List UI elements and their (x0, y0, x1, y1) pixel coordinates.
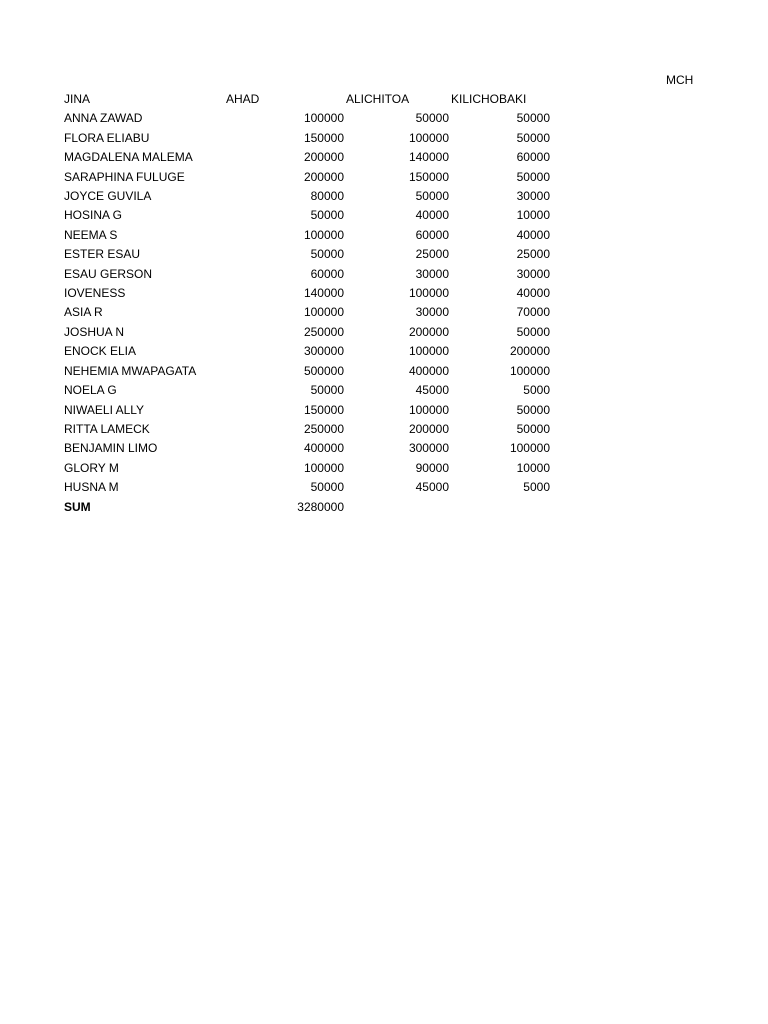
table-row (64, 342, 550, 361)
cell-name: JOSHUA N (64, 324, 125, 339)
cell-name: HUSNA M (64, 480, 119, 495)
cell-kilichobaki: 100000 (509, 363, 550, 378)
cell-alichitoa: 90000 (415, 460, 449, 475)
table-row (64, 109, 550, 128)
cell-alichitoa: 50000 (415, 189, 449, 204)
cell-ahad: 150000 (303, 130, 344, 145)
cell-name: SARAPHINA FULUGE (64, 169, 185, 184)
cell-ahad: 150000 (303, 402, 344, 417)
cell-alichitoa: 40000 (415, 208, 449, 223)
table-row (64, 168, 550, 187)
cell-name: HOSINA G (64, 208, 123, 223)
cell-ahad: 100000 (303, 305, 344, 320)
cell-ahad: 300000 (303, 344, 344, 359)
table-row (64, 362, 550, 381)
cell-alichitoa: 150000 (408, 169, 449, 184)
cell-ahad: 50000 (310, 208, 344, 223)
cell-alichitoa: 200000 (408, 324, 449, 339)
cell-alichitoa: 140000 (408, 150, 449, 165)
cell-ahad: 100000 (303, 111, 344, 126)
table-row (64, 245, 550, 264)
cell-kilichobaki: 50000 (516, 169, 550, 184)
cell-name: FLORA ELIABU (64, 130, 150, 145)
cell-alichitoa: 100000 (408, 130, 449, 145)
cell-kilichobaki: 5000 (523, 480, 550, 495)
cell-name: ESTER ESAU (64, 247, 141, 262)
truncated-corner-label: MCH (666, 73, 694, 87)
cell-ahad: 50000 (310, 383, 344, 398)
header-alichitoa: ALICHITOA (346, 92, 410, 106)
cell-name: NOELA G (64, 383, 117, 398)
table-row (64, 401, 550, 420)
cell-ahad: 200000 (303, 169, 344, 184)
table-row (64, 129, 550, 148)
table-row (64, 284, 550, 303)
cell-alichitoa: 200000 (408, 421, 449, 436)
cell-name: IOVENESS (64, 286, 126, 301)
cell-kilichobaki: 200000 (509, 344, 550, 359)
table-row (64, 478, 550, 497)
cell-ahad: 500000 (303, 363, 344, 378)
cell-kilichobaki: 50000 (516, 402, 550, 417)
cell-kilichobaki: 5000 (523, 383, 550, 398)
cell-ahad: 80000 (310, 189, 344, 204)
cell-alichitoa: 30000 (415, 266, 449, 281)
cell-kilichobaki: 40000 (516, 227, 550, 242)
header-ahad: AHAD (226, 92, 260, 106)
cell-ahad: 200000 (303, 150, 344, 165)
cell-kilichobaki: 60000 (516, 150, 550, 165)
cell-kilichobaki: 50000 (516, 130, 550, 145)
cell-name: JOYCE GUVILA (64, 189, 152, 204)
table-row (64, 265, 550, 284)
header-jina: JINA (64, 92, 91, 106)
cell-name: GLORY M (64, 460, 119, 475)
sum-row (64, 498, 550, 517)
cell-kilichobaki: 30000 (516, 189, 550, 204)
cell-kilichobaki: 50000 (516, 111, 550, 126)
cell-name: BENJAMIN LIMO (64, 441, 158, 456)
cell-name: ASIA R (64, 305, 103, 320)
table-row (64, 323, 550, 342)
cell-ahad: 100000 (303, 227, 344, 242)
cell-alichitoa: 25000 (415, 247, 449, 262)
cell-ahad: 250000 (303, 421, 344, 436)
cell-name: RITTA LAMECK (64, 421, 150, 436)
cell-alichitoa: 45000 (415, 480, 449, 495)
sum-alichitoa-empty (344, 498, 449, 517)
header-kilichobaki: KILICHOBAKI (451, 92, 527, 106)
table-row (64, 148, 550, 167)
sum-label: SUM (64, 499, 91, 514)
table-body (64, 109, 550, 497)
cell-ahad: 50000 (310, 480, 344, 495)
table-row (64, 420, 550, 439)
sum-kilichobaki-empty (449, 498, 550, 517)
cell-ahad: 250000 (303, 324, 344, 339)
cell-kilichobaki: 40000 (516, 286, 550, 301)
table-row (64, 439, 550, 458)
cell-kilichobaki: 70000 (516, 305, 550, 320)
table-row (64, 303, 550, 322)
cell-kilichobaki: 30000 (516, 266, 550, 281)
cell-kilichobaki: 10000 (516, 208, 550, 223)
table-row (64, 187, 550, 206)
sum-ahad-value: 3280000 (297, 499, 344, 514)
cell-alichitoa: 50000 (415, 111, 449, 126)
cell-ahad: 400000 (303, 441, 344, 456)
cell-name: ANNA ZAWAD (64, 111, 143, 126)
cell-alichitoa: 100000 (408, 286, 449, 301)
cell-ahad: 140000 (303, 286, 344, 301)
contributions-table (64, 90, 550, 517)
cell-kilichobaki: 50000 (516, 421, 550, 436)
header-row (64, 90, 550, 109)
cell-alichitoa: 45000 (415, 383, 449, 398)
cell-alichitoa: 100000 (408, 344, 449, 359)
cell-ahad: 100000 (303, 460, 344, 475)
cell-name: NEHEMIA MWAPAGATA (64, 363, 197, 378)
cell-alichitoa: 300000 (408, 441, 449, 456)
cell-alichitoa: 60000 (415, 227, 449, 242)
cell-kilichobaki: 25000 (516, 247, 550, 262)
cell-name: NEEMA S (64, 227, 118, 242)
cell-name: ESAU GERSON (64, 266, 153, 281)
cell-name: ENOCK ELIA (64, 344, 137, 359)
cell-ahad: 60000 (310, 266, 344, 281)
cell-kilichobaki: 50000 (516, 324, 550, 339)
cell-name: NIWAELI ALLY (64, 402, 145, 417)
table-row (64, 459, 550, 478)
table-row (64, 206, 550, 225)
cell-alichitoa: 400000 (408, 363, 449, 378)
cell-kilichobaki: 10000 (516, 460, 550, 475)
table-row (64, 381, 550, 400)
cell-ahad: 50000 (310, 247, 344, 262)
table-row (64, 226, 550, 245)
cell-alichitoa: 30000 (415, 305, 449, 320)
cell-kilichobaki: 100000 (509, 441, 550, 456)
cell-name: MAGDALENA MALEMA (64, 150, 193, 165)
cell-alichitoa: 100000 (408, 402, 449, 417)
